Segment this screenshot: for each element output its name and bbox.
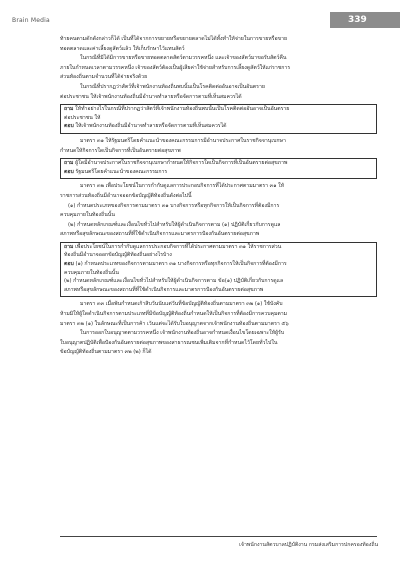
question-text: ผู้ใดมีอำนาจประกาศในราชกิจจานุเบกษากำหนดให้กิจการใดเป็นกิจการที่เป็นอันตรายต่อสุขภาพ xyxy=(75,160,288,167)
answer-label: ตอบ xyxy=(64,123,74,130)
answer-text: รัฐมนตรีโดยคำแนะนำของคณะกรรมการ xyxy=(75,168,168,175)
question-text: ให้ทำอย่างไรในกรณีที่ปรากฏว่าสัตว์ที่เจ้าพนักงานท้องถิ่นพบนั้นเป็นโรคติดต่ออันอาจเป็นอันตราย xyxy=(75,106,290,113)
paragraph: ส่วนท้องถิ่นตามจำนวนที่ได้จ่ายจริงด้วย xyxy=(60,74,148,81)
answer-label: ตอบ xyxy=(64,168,74,175)
answer-text: ให้เจ้าพนักงานท้องถิ่นมีอำนาจทำลายหรือจัดการตามที่เห็นสมควรได้ xyxy=(75,123,227,130)
paragraph: ในกรณีที่มิได้มีการขายหรือขายทอดตลาดสัตว์ตามวรรคหนึ่ง และเจ้าของสัตว์มาขอรับสัตว์คืน xyxy=(80,55,287,62)
question-label: ถาม xyxy=(64,106,74,113)
question-label: ถาม xyxy=(64,160,74,167)
answer-text-cont: ควบคุมภายในท้องถิ่นนั้น xyxy=(64,269,119,276)
paragraph: ท้ายคนตามดักดังกล่าวก็ได้ เป็นที่ได้จากการขยายหรือขยายตลาดไม่ได้ทั้งทำให้จ่ายในการขายหรือขาย xyxy=(60,36,288,42)
list-item: (๒) กำหนดหลักเกณฑ์และเงื่อนไขทั่วไปสำหรับให้ผู้ดำเนินกิจการตาม (๑) ปฏิบัติเกี่ยวกับการดูแล xyxy=(68,221,281,228)
footer-divider xyxy=(60,536,377,537)
paragraph: ข้อบัญญัติท้องถิ่นตามมาตรา ๓๒ (๒) ก็ได้ xyxy=(60,349,152,356)
paragraph: ห้ามมิให้ผู้ใดดำเนินกิจการตามประเภทที่มีข้อบัญญัติท้องถิ่นกำหนดให้เป็นกิจการที่ต้องมีการควบคุมตาม xyxy=(60,311,288,318)
qa-box xyxy=(60,242,377,298)
answer-text-cont: สภาพหรือสุขลักษณะของสถานที่ที่ใช้ดำเนินกิจการและมาตรการป้องกันอันตรายต่อสุขภาพ xyxy=(64,286,264,293)
paragraph: กำหนดให้กิจการใดเป็นกิจการที่เป็นอันตรายต่อสุขภาพ xyxy=(60,147,181,154)
header-brand: Brain Media xyxy=(12,17,50,24)
paragraph: ภายในกำหนดเวลาตามวรรคหนึ่ง เจ้าของสัตว์ต้องเป็นผู้เสียค่าใช้จ่ายสำหรับการเลี้ยงดูสัตว์ให้แก่ราชการ xyxy=(60,64,291,71)
question-text-cont: ท้องถิ่นมีอำนาจออกข้อบัญญัติท้องถิ่นอย่างไรบ้าง xyxy=(64,252,172,259)
paragraph: ราชการส่วนท้องถิ่นมีอำนาจออกข้อบัญญัติท้องถิ่นดังต่อไปนี้ xyxy=(60,192,192,199)
qa-box xyxy=(60,104,377,134)
paragraph: มาตรา ๓๑ ให้รัฐมนตรีโดยคำแนะนำของคณะกรรมการมีอำนาจประกาศในราชกิจจานุเบกษา xyxy=(80,137,286,144)
paragraph: ในกรณีที่ปรากฏว่าสัตว์ที่เจ้าพนักงานท้องถิ่นพบนั้นเป็นโรคติดต่ออันอาจเป็นอันตราย xyxy=(80,83,265,90)
paragraph: มาตรา ๓๓ เมื่อพ้นกำหนดเก้าสิบวันนับแต่วันที่ข้อบัญญัติท้องถิ่นตามมาตรา ๓๒ (๑) ใช้บังคับ xyxy=(80,301,283,308)
paragraph: ในการออกใบอนุญาตตามวรรคหนึ่ง เจ้าพนักงานท้องถิ่นอาจกำหนดเงื่อนไขโดยเฉพาะให้ผู้รับ xyxy=(80,330,285,337)
question-text-cont: ต่อประชาชน ให้ xyxy=(64,114,101,121)
paragraph: มาตรา ๓๒ (๑) ในลักษณะที่เป็นการค้า เว้นแต่จะได้รับใบอนุญาตจากเจ้าพนักงานท้องถิ่นตามมาตรา ๕๖ xyxy=(60,320,289,327)
question-text: เพื่อประโยชน์ในการกำกับดูแลการประกอบกิจการที่ได้ประกาศตามมาตรา ๓๑ ให้ราชการส่วน xyxy=(75,243,282,250)
paragraph: ทอดตลาดและค่าเลี้ยงดูสัตว์แล้ว ให้เก็บรักษาไว้แทนสัตว์ xyxy=(60,45,185,52)
question-line xyxy=(64,160,373,168)
list-item: (๑) กำหนดประเภทของกิจการตามมาตรา ๓๑ บางกิจการหรือทุกกิจการให้เป็นกิจการที่ต้องมีการ xyxy=(68,202,280,209)
footer-text: เจ้าพนักงานสัตวบาลปฏิบัติงาน กรมส่งเสริมการปกครองท้องถิ่น xyxy=(239,542,378,548)
question-label: ถาม xyxy=(64,243,74,250)
answer-text-cont: (๒) กำหนดหลักเกณฑ์และเงื่อนไขทั่วไปสำหรับให้ผู้ดำเนินกิจการตาม ข้อ(๑) ปฏิบัติเกี่ยวกับการดูแล xyxy=(64,278,284,285)
answer-line xyxy=(64,169,373,177)
answer-text: (๑) กำหนดประเภทของกิจการตามมาตรา ๓๑ บางกิจการหรือทุกกิจการให้เป็นกิจการที่ต้องมีการ xyxy=(75,261,287,268)
paragraph: ต่อประชาชน ให้เจ้าพนักงานท้องถิ่นมีอำนาจทำลายหรือจัดการตามที่เห็นสมควรได้ xyxy=(60,93,242,100)
paragraph: ควบคุมภายในท้องถิ่นนั้น xyxy=(60,212,115,219)
answer-line xyxy=(64,261,373,269)
page-number: 339 xyxy=(330,12,400,28)
paragraph: สภาพหรือสุขลักษณะของสถานที่ที่ใช้ดำเนินกิจการและมาตรการป้องกันอันตรายต่อสุขภาพ xyxy=(60,231,260,238)
question-line xyxy=(64,106,373,114)
answer-label: ตอบ xyxy=(64,261,74,268)
paragraph: มาตรา ๓๒ เพื่อประโยชน์ในการกำกับดูแลการประกอบกิจการที่ได้ประกาศตามมาตรา ๓๑ ให้ xyxy=(80,183,285,190)
paragraph: ใบอนุญาตปฏิบัติเพื่อป้องกันอันตรายต่อสุขภาพของสาธารณชนเพิ่มเติมจากที่กำหนดไว้โดยทั่วไปใน xyxy=(60,339,278,346)
answer-line xyxy=(64,123,373,131)
body-text xyxy=(60,36,377,359)
qa-box xyxy=(60,158,377,179)
question-line xyxy=(64,244,373,252)
